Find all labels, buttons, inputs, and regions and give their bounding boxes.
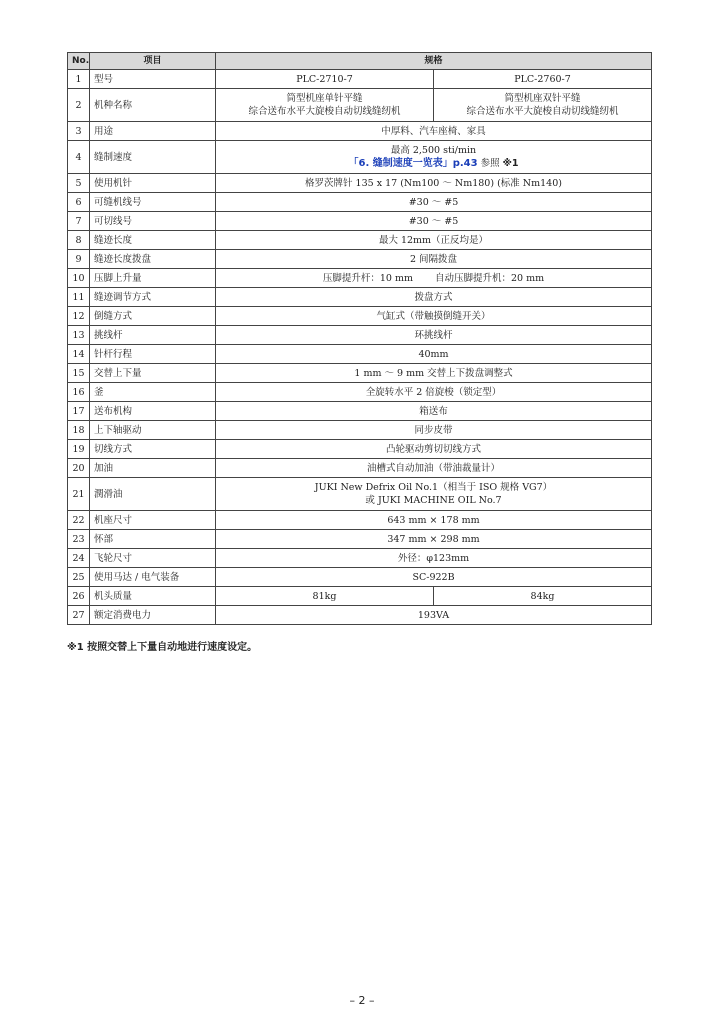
row-no: 14 <box>68 345 90 364</box>
value-line: 最高 2,500 sti/min <box>390 145 477 156</box>
row-item: 缝制速度 <box>90 141 216 174</box>
row-value: 气缸式（带触摸倒缝开关） <box>216 307 652 326</box>
row-value: 凸轮驱动剪切切线方式 <box>216 440 652 459</box>
spec-table <box>67 52 652 625</box>
value-line: 或 JUKI MACHINE OIL No.7 <box>365 495 502 506</box>
row-no: 22 <box>68 511 90 530</box>
row-item: 潤滑油 <box>90 478 216 511</box>
row-no: 11 <box>68 288 90 307</box>
table-row <box>68 383 652 402</box>
row-value: SC-922B <box>216 568 652 587</box>
row-no: 2 <box>68 89 90 122</box>
header-no: No. <box>68 53 90 70</box>
row-no: 20 <box>68 459 90 478</box>
row-value: 格罗茨牌针 135 x 17 (Nm100 ～ Nm180) (标准 Nm140) <box>216 174 652 193</box>
table-header-row <box>68 53 652 70</box>
row-item: 针杆行程 <box>90 345 216 364</box>
table-row <box>68 478 652 511</box>
table-row <box>68 440 652 459</box>
table-row <box>68 212 652 231</box>
row-value: 1 mm ～ 9 mm 交替上下拨盘调整式 <box>216 364 652 383</box>
value-line: 综合送布水平大旋梭自动切线缝纫机 <box>248 106 401 117</box>
row-no: 9 <box>68 250 90 269</box>
row-value: 环挑线杆 <box>216 326 652 345</box>
row-value: 同步皮带 <box>216 421 652 440</box>
row-item: 型号 <box>90 70 216 89</box>
value-line: JUKI New Defrix Oil No.1（相当于 ISO 规格 VG7） <box>314 482 553 493</box>
row-no: 19 <box>68 440 90 459</box>
row-no: 4 <box>68 141 90 174</box>
row-value-a <box>216 89 434 122</box>
row-value: 347 mm × 298 mm <box>216 530 652 549</box>
row-value: 油槽式自动加油（带油裁量计） <box>216 459 652 478</box>
table-row <box>68 89 652 122</box>
row-item: 飞轮尺寸 <box>90 549 216 568</box>
table-row <box>68 141 652 174</box>
table-row <box>68 326 652 345</box>
row-item: 切线方式 <box>90 440 216 459</box>
row-no: 3 <box>68 122 90 141</box>
row-no: 1 <box>68 70 90 89</box>
reference-prefix: 参照 <box>480 158 503 169</box>
row-item: 挑线杆 <box>90 326 216 345</box>
row-no: 23 <box>68 530 90 549</box>
row-no: 16 <box>68 383 90 402</box>
page-number: – 2 – <box>349 994 375 1007</box>
row-value-b: 84kg <box>434 587 652 606</box>
row-item: 釜 <box>90 383 216 402</box>
row-value <box>216 478 652 511</box>
row-item: 机座尺寸 <box>90 511 216 530</box>
table-row <box>68 70 652 89</box>
presser-lever-lift: 压脚提升杆：10 mm <box>322 272 413 284</box>
row-no: 8 <box>68 231 90 250</box>
row-no: 25 <box>68 568 90 587</box>
row-item: 用途 <box>90 122 216 141</box>
table-row <box>68 421 652 440</box>
row-value: 40mm <box>216 345 652 364</box>
table-row <box>68 459 652 478</box>
row-value: 拨盘方式 <box>216 288 652 307</box>
row-item: 缝迹调节方式 <box>90 288 216 307</box>
row-no: 7 <box>68 212 90 231</box>
header-spec: 规格 <box>216 53 652 70</box>
row-no: 24 <box>68 549 90 568</box>
table-row <box>68 568 652 587</box>
table-row <box>68 511 652 530</box>
table-row <box>68 250 652 269</box>
footnote-mark: ※1 <box>502 158 519 169</box>
row-item: 机头质量 <box>90 587 216 606</box>
row-value <box>216 269 652 288</box>
row-no: 12 <box>68 307 90 326</box>
row-item: 可切线号 <box>90 212 216 231</box>
row-value: 193VA <box>216 606 652 625</box>
row-item: 送布机构 <box>90 402 216 421</box>
table-row <box>68 231 652 250</box>
value-line: 筒型机座单针平缝 <box>286 93 363 104</box>
row-no: 21 <box>68 478 90 511</box>
row-value-a: PLC-2710-7 <box>216 70 434 89</box>
row-value: 外径：φ123mm <box>216 549 652 568</box>
row-item: 怀部 <box>90 530 216 549</box>
table-row <box>68 122 652 141</box>
row-item: 倒缝方式 <box>90 307 216 326</box>
table-row <box>68 345 652 364</box>
table-row <box>68 549 652 568</box>
row-value: #30 ～ #5 <box>216 193 652 212</box>
row-item: 缝迹长度 <box>90 231 216 250</box>
row-item: 机种名称 <box>90 89 216 122</box>
row-no: 5 <box>68 174 90 193</box>
speed-reference <box>220 157 647 170</box>
table-row <box>68 606 652 625</box>
row-no: 13 <box>68 326 90 345</box>
row-value: 箱送布 <box>216 402 652 421</box>
row-value: #30 ～ #5 <box>216 212 652 231</box>
row-value: 2 间隔拨盘 <box>216 250 652 269</box>
row-item: 交替上下量 <box>90 364 216 383</box>
row-value <box>216 141 652 174</box>
row-value: 中厚料、汽车座椅、家具 <box>216 122 652 141</box>
row-no: 10 <box>68 269 90 288</box>
table-row <box>68 530 652 549</box>
row-item: 加油 <box>90 459 216 478</box>
value-line: 筒型机座双针平缝 <box>504 93 581 104</box>
header-item: 项目 <box>90 53 216 70</box>
footnote: ※1 按照交替上下量自动地进行速度设定。 <box>67 642 258 653</box>
table-row <box>68 288 652 307</box>
table-row <box>68 193 652 212</box>
table-row <box>68 364 652 383</box>
row-no: 27 <box>68 606 90 625</box>
table-row <box>68 269 652 288</box>
row-item: 可缝机线号 <box>90 193 216 212</box>
row-item: 使用机针 <box>90 174 216 193</box>
table-row <box>68 174 652 193</box>
row-no: 26 <box>68 587 90 606</box>
row-value: 643 mm × 178 mm <box>216 511 652 530</box>
speed-table-link[interactable]: 「6. 缝制速度一览表」p.43 <box>348 158 478 169</box>
row-value-b <box>434 89 652 122</box>
row-value: 全旋转水平 2 倍旋梭（锁定型） <box>216 383 652 402</box>
row-item: 使用马达 / 电气装备 <box>90 568 216 587</box>
value-line: 综合送布水平大旋梭自动切线缝纫机 <box>466 106 619 117</box>
row-item: 额定消费电力 <box>90 606 216 625</box>
row-no: 6 <box>68 193 90 212</box>
table-row <box>68 307 652 326</box>
row-no: 17 <box>68 402 90 421</box>
table-row <box>68 587 652 606</box>
auto-lifter-lift: 自动压脚提升机：20 mm <box>435 272 545 284</box>
row-item: 缝迹长度拨盘 <box>90 250 216 269</box>
row-no: 18 <box>68 421 90 440</box>
table-row <box>68 402 652 421</box>
row-value-b: PLC-2760-7 <box>434 70 652 89</box>
row-item: 压脚上升量 <box>90 269 216 288</box>
row-no: 15 <box>68 364 90 383</box>
row-value: 最大 12mm（正反均是） <box>216 231 652 250</box>
row-value-a: 81kg <box>216 587 434 606</box>
row-item: 上下轴驱动 <box>90 421 216 440</box>
